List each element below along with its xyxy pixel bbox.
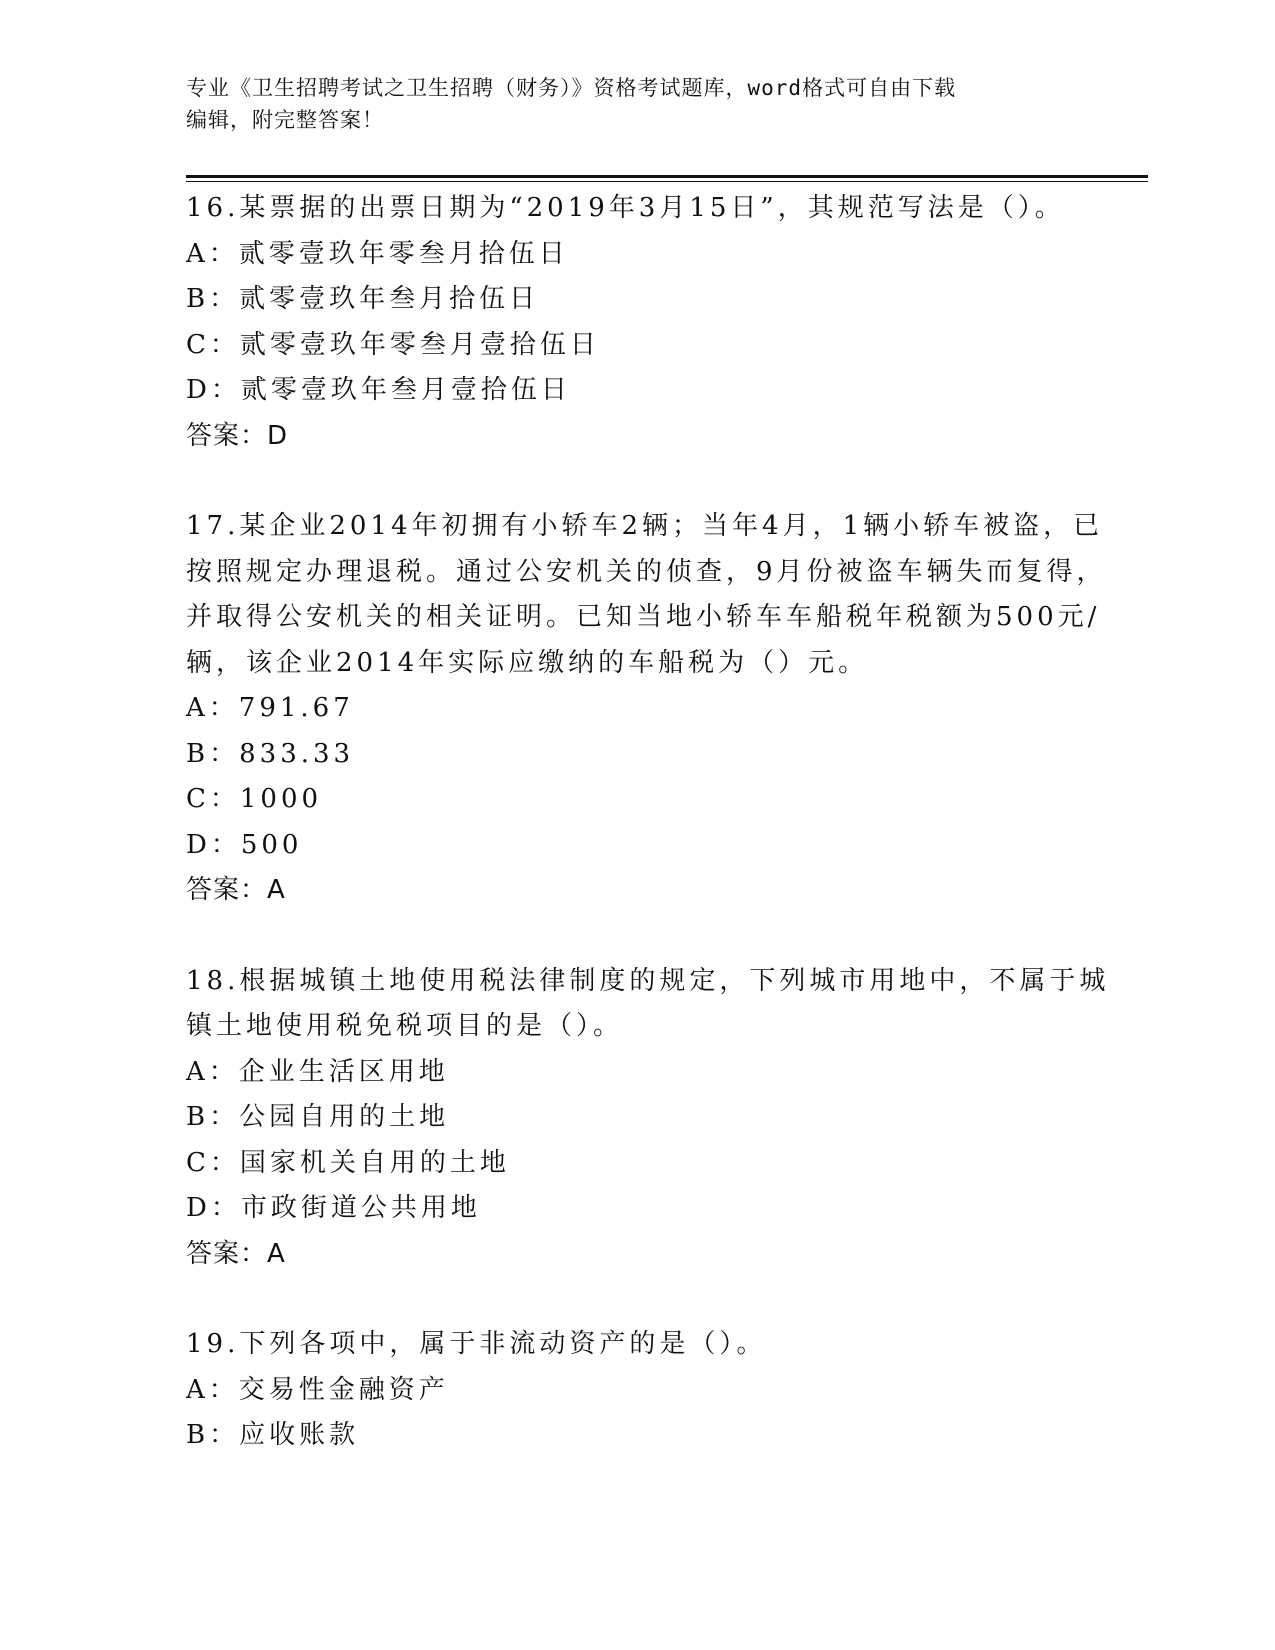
question-19: [186, 1322, 1086, 1459]
question-text: 并取得公安机关的相关证明。已知当地小轿车车船税年税额为500元/: [186, 602, 1101, 632]
option-b: B：贰零壹玖年叁月拾伍日: [186, 284, 540, 314]
question-text: 16.某票据的出票日期为“2019年3月15日”，其规范写法是（）。: [186, 193, 1065, 223]
option-c: C：国家机关自用的土地: [186, 1147, 510, 1178]
question-text: 17.某企业2014年初拥有小轿车2辆；当年4月，1辆小轿车被盗，已: [186, 511, 1104, 541]
option-b: B：公园自用的土地: [186, 1102, 450, 1132]
option-d: D：市政街道公共用地: [186, 1193, 481, 1223]
header-divider-thin: [186, 181, 1148, 182]
question-text: 19.下列各项中，属于非流动资产的是（）。: [186, 1329, 767, 1359]
question-text: 镇土地使用税免税项目的是（）。: [186, 1011, 624, 1041]
option-a: A：791.67: [186, 693, 354, 723]
document-header: [186, 72, 1066, 136]
option-c: C：1000: [186, 784, 323, 814]
question-text: 辆，该企业2014年实际应缴纳的车船税为（）元。: [186, 647, 869, 678]
option-d: D：贰零壹玖年叁月壹拾伍日: [186, 375, 571, 405]
question-17: [186, 504, 1107, 914]
question-18: [186, 959, 1110, 1278]
header-line-2: 编辑，附完整答案！: [186, 108, 384, 132]
option-a: A：企业生活区用地: [186, 1056, 449, 1087]
header-line-1: 专业《卫生招聘考试之卫生招聘（财务）》资格考试题库，word格式可自由下载: [186, 76, 957, 100]
answer-label: 答案：A: [186, 1238, 286, 1269]
option-c: C：贰零壹玖年零叁月壹拾伍日: [186, 329, 600, 360]
option-a: A：交易性金融资产: [186, 1374, 449, 1405]
option-b: B：应收账款: [186, 1420, 360, 1450]
header-divider-thick: [186, 175, 1148, 178]
question-text: 按照规定办理退税。通过公安机关的侦查，9月份被盗车辆失而复得，: [186, 556, 1107, 587]
option-a: A：贰零壹玖年零叁月拾伍日: [186, 238, 569, 269]
option-d: D：500: [186, 829, 303, 860]
question-text: 18.根据城镇土地使用税法律制度的规定，下列城市用地中，不属于城: [186, 965, 1110, 996]
answer-label: 答案：A: [186, 875, 286, 905]
question-list: [186, 186, 1110, 1459]
answer-label: 答案：D: [186, 420, 289, 451]
question-16: [186, 186, 1086, 459]
option-b: B：833.33: [186, 738, 355, 769]
